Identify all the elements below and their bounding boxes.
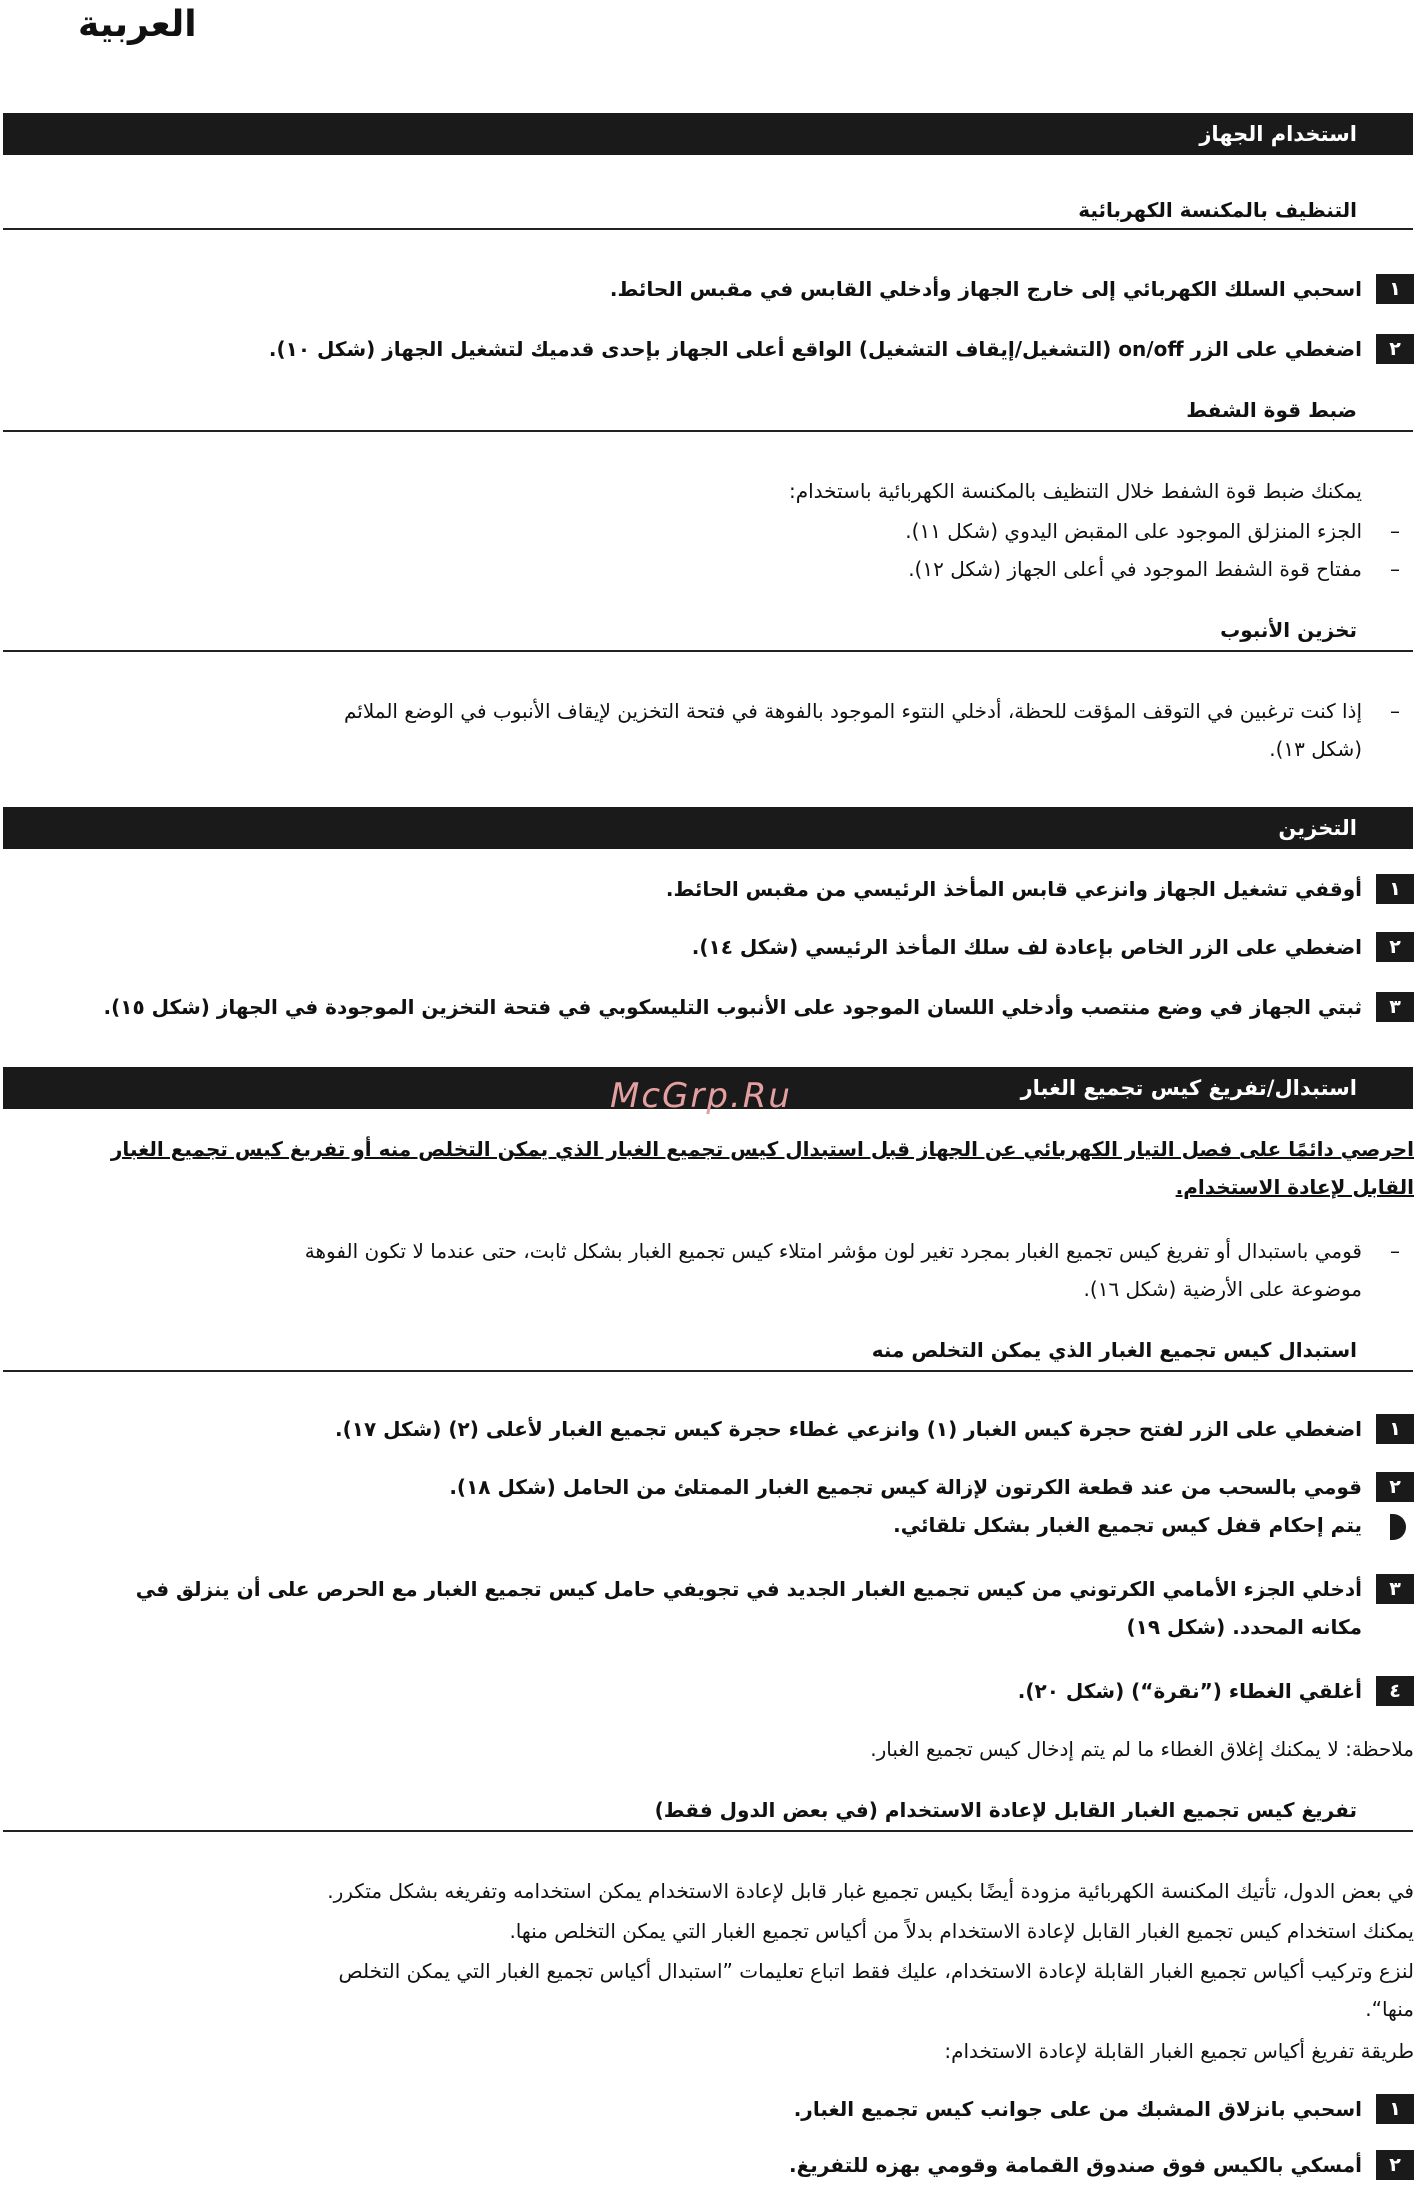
bullet-item — [24, 692, 1414, 768]
step-number: ٣ — [1376, 992, 1414, 1022]
section-heading-using-appliance: استخدام الجهاز — [3, 113, 1413, 155]
paragraph-reusable-2: يمكنك استخدام كيس تجميع الغبار القابل لإعادة الاستخدام بدلاً من أكياس تجميع الغبار التي يمكن التخلص منها. — [509, 1919, 1414, 1943]
step-text: ثبتي الجهاز في وضع منتصب وأدخلي اللسان الموجود على الأنبوب التليسكوبي في فتحة التخزين الموجودة في الجهاز (شكل ١٥). — [103, 995, 1362, 1019]
step-number: ٣ — [1376, 1574, 1414, 1604]
note-text: ملاحظة: لا يمكنك إغلاق الغطاء ما لم يتم إدخال كيس تجميع الغبار. — [870, 1737, 1414, 1761]
step-text: أمسكي بالكيس فوق صندوق القمامة وقومي بهزه للتفريغ. — [789, 2153, 1362, 2177]
step-number: ٢ — [1376, 2150, 1414, 2180]
step-3 — [19, 1570, 1414, 1646]
subheading-suction-power: ضبط قوة الشفط — [3, 390, 1413, 432]
step-2 — [19, 1468, 1414, 1544]
step-number: ١ — [1376, 1414, 1414, 1444]
step-number: ٢ — [1376, 334, 1414, 364]
warning-line-2: القابل لإعادة الاستخدام. — [1175, 1175, 1414, 1199]
bullet-text: قومي باستبدال أو تفريغ كيس تجميع الغبار بمجرد تغير لون مؤشر امتلاء كيس تجميع الغبار بشكل ثابت، حتى عندما لا تكون الفوهة — [304, 1239, 1362, 1263]
step-text: اضغطي على الزر لفتح حجرة كيس الغبار (١) وانزعي غطاء حجرة كيس تجميع الغبار لأعلى (٢) (شكل ١٧). — [335, 1417, 1362, 1441]
bullet-text: مفتاح قوة الشفط الموجود في أعلى الجهاز (شكل ١٢). — [908, 557, 1362, 581]
paragraph-reusable-3 — [9, 1952, 1414, 2028]
step-1 — [19, 270, 1414, 308]
subheading-tube-storage: تخزين الأنبوب — [3, 610, 1413, 652]
step-2 — [19, 330, 1414, 368]
step-text: اسحبي السلك الكهربائي إلى خارج الجهاز وأدخلي القابس في مقبس الحائط. — [609, 277, 1362, 301]
result-bullet-icon — [1390, 1514, 1406, 1540]
bullet-text-continued: (شكل ١٣). — [1269, 737, 1362, 761]
dash-bullet-icon: – — [1390, 519, 1400, 543]
step-1 — [19, 2090, 1414, 2128]
paragraph-reusable-1: في بعض الدول، تأتيك المكنسة الكهربائية مزودة أيضًا بكيس تجميع غبار قابل لإعادة الاستخدام يمكن استخدامه وتفريغه بشكل متكرر. — [327, 1879, 1414, 1903]
subheading-replace-disposable-bag: استبدال كيس تجميع الغبار الذي يمكن التخلص منه — [3, 1330, 1413, 1372]
bullet-item — [24, 512, 1414, 550]
bullet-item — [24, 550, 1414, 588]
step-1 — [19, 870, 1414, 908]
dash-bullet-icon: – — [1390, 1239, 1400, 1263]
bullet-text-continued: موضوعة على الأرضية (شكل ١٦). — [1083, 1277, 1362, 1301]
step-number: ٢ — [1376, 1472, 1414, 1502]
step-4 — [19, 1672, 1414, 1710]
subheading-vacuum-cleaning: التنظيف بالمكنسة الكهربائية — [3, 190, 1413, 230]
paragraph-suction-intro: يمكنك ضبط قوة الشفط خلال التنظيف بالمكنسة الكهربائية باستخدام: — [788, 479, 1362, 503]
subheading-empty-reusable-bag: تفريغ كيس تجميع الغبار القابل لإعادة الاستخدام (في بعض الدول فقط) — [3, 1790, 1413, 1832]
step-text: قومي بالسحب من عند قطعة الكرتون لإزالة كيس تجميع الغبار الممتلئ من الحامل (شكل ١٨). — [449, 1475, 1362, 1499]
step-text: اضغطي على الزر الخاص بإعادة لف سلك المأخذ الرئيسي (شكل ١٤). — [691, 935, 1362, 959]
step-number: ١ — [1376, 274, 1414, 304]
step-number: ٤ — [1376, 1676, 1414, 1706]
bullet-item — [24, 1232, 1414, 1308]
section-heading-dustbag: استبدال/تفريغ كيس تجميع الغبار — [3, 1067, 1413, 1109]
step-number: ٢ — [1376, 932, 1414, 962]
step-text: أدخلي الجزء الأمامي الكرتوني من كيس تجميع الغبار الجديد في تجويفي حامل كيس تجميع الغبار مع الحرص على أن ينزلق في — [135, 1577, 1362, 1601]
step-text: اسحبي بانزلاق المشبك من على جوانب كيس تجميع الغبار. — [793, 2097, 1362, 2121]
dash-bullet-icon: – — [1390, 699, 1400, 723]
bullet-text: إذا كنت ترغبين في التوقف المؤقت للحظة، أدخلي النتوء الموجود بالفوهة في فتحة التخزين لإيقاف الأنبوب في الوضع الملائم — [343, 699, 1362, 723]
watermark: McGrp.Ru — [610, 1076, 792, 1116]
step-text: أوقفي تشغيل الجهاز وانزعي قابس المأخذ الرئيسي من مقبس الحائط. — [665, 877, 1362, 901]
warning-text — [9, 1130, 1414, 1206]
step-1 — [19, 1410, 1414, 1448]
warning-line-1: احرصي دائمًا على فصل التيار الكهربائي عن الجهاز قبل استبدال كيس تجميع الغبار الذي يمكن التخلص منه أو تفريغ كيس تجميع الغبار — [110, 1137, 1414, 1161]
step-text: أغلقي الغطاء (”نقرة“) (شكل ٢٠). — [1017, 1679, 1362, 1703]
step-number: ١ — [1376, 2094, 1414, 2124]
section-heading-storage: التخزين — [3, 807, 1413, 849]
bullet-text: الجزء المنزلق الموجود على المقبض اليدوي (شكل ١١). — [905, 519, 1362, 543]
paragraph-line-1: لنزع وتركيب أكياس تجميع الغبار القابلة لإعادة الاستخدام، عليك فقط اتباع تعليمات ”استبدال أكياس تجميع الغبار التي يمكن التخلص — [338, 1959, 1414, 1983]
language-label: العربية — [78, 4, 197, 45]
step-3 — [19, 988, 1414, 1026]
dash-bullet-icon: – — [1390, 557, 1400, 581]
step-2 — [19, 928, 1414, 966]
step-text-continued: مكانه المحدد. (شكل ١٩) — [1126, 1615, 1362, 1639]
paragraph-line-2: منها“. — [1365, 1997, 1414, 2021]
step-number: ١ — [1376, 874, 1414, 904]
step-2 — [19, 2146, 1414, 2184]
paragraph-reusable-4: طريقة تفريغ أكياس تجميع الغبار القابلة لإعادة الاستخدام: — [944, 2039, 1414, 2063]
step-result-note: يتم إحكام قفل كيس تجميع الغبار بشكل تلقائي. — [893, 1513, 1362, 1537]
step-text: اضغطي على الزر on/off (التشغيل/إيقاف التشغيل) الواقع أعلى الجهاز بإحدى قدميك لتشغيل الجهاز (شكل ١٠). — [268, 337, 1362, 361]
